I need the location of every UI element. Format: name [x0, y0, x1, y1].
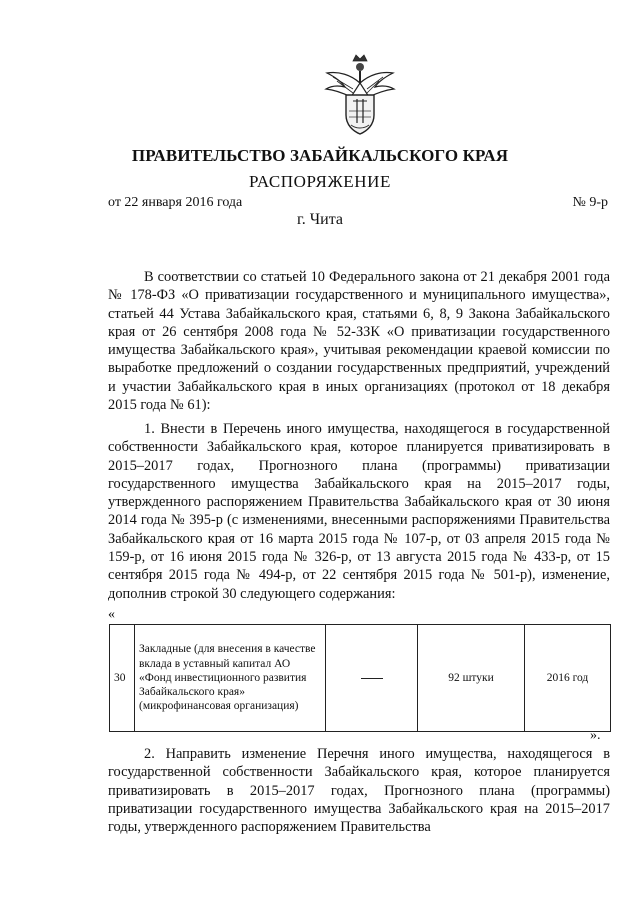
city-name: г. Чита	[296, 211, 343, 228]
property-name-cell: Закладные (для внесения в качестве вклада в уставный капитал АО «Фонд инвестиционного развития Забайкальского края» (микрофинансовая организация)	[135, 625, 326, 732]
dash-mark	[361, 678, 383, 679]
empty-dash-cell	[326, 625, 418, 732]
paragraph-item-1: 1. Внести в Перечень иного имущества, находящегося в государственной собственности Забайкальского края, которое планируется приватизировать в 2015–2017 годах, Прогнозного плана (программы) приватизации государственного имущества Забайкальского края на 2015–2017 годы, утвержденного распоряжением Правительства Забайкальского края от 30 июня 2014 года № 395-р (с изменениями, внесенными распоряжениями Правительства Забайкальского края от 16 марта 2015 года № 107-р, от 03 апреля 2015 года № 159-р, от 16 июня 2015 года № 326-р, от 13 августа 2015 года № 433-р, от 15 сентября 2015 года № 494-р, от 22 сентября 2015 года № 501-р), изменение, дополнив строкой 30 следующего содержания:	[108, 421, 610, 602]
table-row	[110, 625, 611, 732]
year-cell: 2016 год	[525, 625, 611, 732]
paragraph-preamble: В соответствии со статьей 10 Федерального закона от 21 декабря 2001 года № 178-ФЗ «О приватизации государственного и муниципального имущества», статьей 44 Устава Забайкальского края, статьями 6, 8, 9 Закона Забайкальского края от 26 сентября 2008 года № 52-ЗЗК «О приватизации государственного имущества Забайкальского края», учитывая рекомендации краевой комиссии по выработке предложений о создании государственных предприятий, учреждений и участии Забайкальского края в иных организациях (протокол от 18 декабря 2015 года № 61):	[108, 269, 610, 414]
document-date: от 22 января 2016 года	[108, 195, 243, 210]
paragraph-item-2: 2. Направить изменение Перечня иного имущества, находящегося в государственной собственности Забайкальского края, которое планируется приватизировать в 2015–2017 годах, Прогнозного плана (программы) приватизации государственного имущества Забайкальского края на 2015–2017 годы, утвержденного распоряжением Правительства	[108, 746, 610, 836]
quote-close-mark: ».	[590, 728, 601, 743]
coat-of-arms-icon	[323, 53, 397, 137]
document-type: РАСПОРЯЖЕНИЕ	[248, 172, 392, 191]
document-number: № 9-р	[572, 195, 608, 210]
insertion-table	[109, 624, 611, 732]
quote-open-mark: «	[108, 607, 115, 622]
organization-title: ПРАВИТЕЛЬСТВО ЗАБАЙКАЛЬСКОГО КРАЯ	[131, 146, 509, 165]
quantity-cell: 92 штуки	[418, 625, 525, 732]
row-number-cell: 30	[110, 625, 135, 732]
